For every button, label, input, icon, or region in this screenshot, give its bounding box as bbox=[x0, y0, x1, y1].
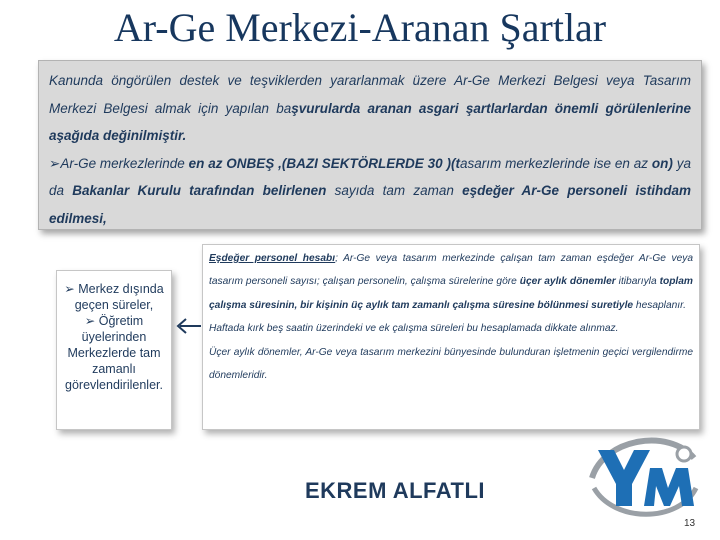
watermark-text: EKREM ALFATLI bbox=[304, 478, 486, 503]
bullet-text-bold: Bakanlar Kurulu tarafından belirlenen bbox=[72, 183, 327, 198]
side-item-text: Öğretim üyelerinden Merkezlerde tam zamanlı görevlendirilenler. bbox=[65, 314, 163, 392]
ymm-logo bbox=[584, 428, 702, 526]
bullet-text: asarım merkezlerinde ise en az bbox=[460, 155, 652, 171]
right-paragraph-3: Üçer aylık dönemler, Ar-Ge veya tasarım merkezini bünyesinde bulunduran işletmenin geçici vergilendirme dönemleridir. bbox=[209, 346, 693, 382]
right-text-bold: toplam çalışma süresinin, bir kişinin üç aylık tam zamanlı çalışma süresine bölünmesi suretiyle bbox=[209, 276, 693, 311]
arrow-bullet-icon: ➢ bbox=[49, 155, 61, 171]
main-text-box bbox=[38, 60, 702, 230]
bullet-text-bold: en az ONBEŞ ,(BAZI SEKTÖRLERDE 30 )(t bbox=[188, 155, 461, 171]
right-paragraph-2: Haftada kırk beş saatin üzerindeki ve ek çalışma süreleri bu hesaplamada dikkate alınmaz. bbox=[209, 323, 619, 335]
bullet-text: Ar-Ge merkezlerinde bbox=[60, 155, 189, 171]
side-item-2 bbox=[57, 313, 171, 393]
equivalent-staff-box bbox=[202, 244, 700, 430]
bullet-paragraph bbox=[49, 150, 691, 233]
bullet-text: sayıda tam zaman bbox=[326, 183, 463, 198]
bullet-text-bold: on) bbox=[651, 155, 673, 171]
right-text: ; Ar-Ge veya tasarım merkezinde çalışan tam zaman eşdeğer Ar-Ge veya tasarım personeli sayısı; çalışan personelin, çalışma sürelerine göre bbox=[209, 253, 693, 288]
right-text: itibarıyla bbox=[615, 276, 660, 288]
bullet-text: ya da bbox=[49, 155, 692, 198]
arrow-bullet-icon: ➢ bbox=[84, 314, 99, 328]
slide-title: Ar-Ge Merkezi-Aranan Şartlar bbox=[113, 5, 607, 50]
intro-paragraph bbox=[49, 67, 691, 150]
right-heading: Eşdeğer personel hesabı bbox=[209, 253, 336, 264]
bullet-text-bold: eşdeğer Ar-Ge personeli istihdam edilmesi, bbox=[49, 183, 691, 226]
page-number: 13 bbox=[684, 518, 696, 529]
intro-text-bold: şvurularda aranan asgari şartlarlardan önemli görülenlerine aşağıda değinilmiştir. bbox=[49, 100, 692, 143]
side-item-1 bbox=[57, 281, 171, 313]
right-text-bold: üçer aylık dönemler bbox=[519, 276, 616, 288]
side-note-box bbox=[56, 270, 172, 430]
side-item-text: Merkez dışında geçen süreler, bbox=[74, 282, 164, 312]
right-paragraph-1 bbox=[209, 247, 693, 317]
arrow-bullet-icon: ➢ bbox=[64, 282, 79, 296]
right-text: hesaplanır. bbox=[633, 299, 686, 311]
intro-text: Kanunda öngörülen destek ve teşviklerden yararlanmak üzere Ar-Ge Merkezi Belgesi veya Tasarım Merkezi Belgesi almak için yapılan ba bbox=[49, 73, 691, 116]
left-arrow-icon bbox=[174, 314, 202, 338]
